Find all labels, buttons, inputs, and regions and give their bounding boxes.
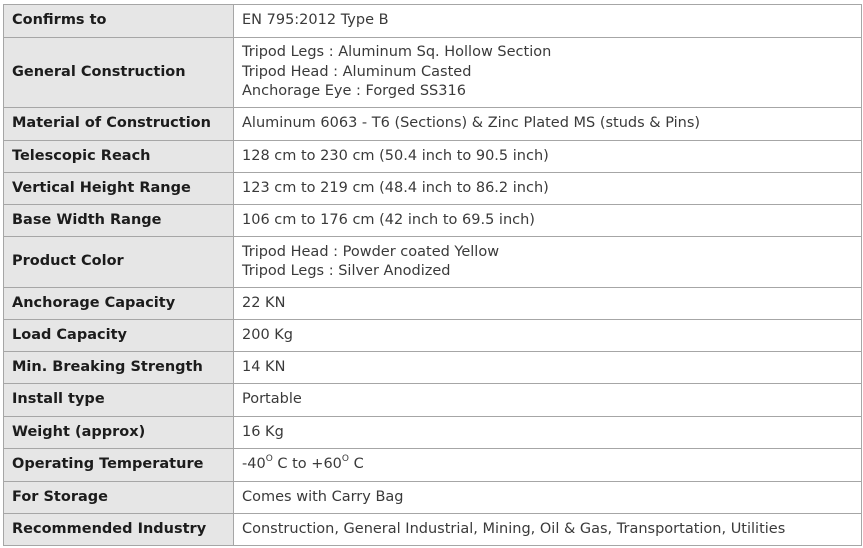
spec-row-base-width-range (4, 205, 862, 237)
spec-value (234, 449, 862, 482)
spec-value-line: 22 KN (242, 294, 286, 311)
spec-value-line: Comes with Carry Bag (242, 488, 404, 505)
spec-value (234, 38, 862, 108)
spec-value (234, 417, 862, 449)
spec-value-line: 16 Kg (242, 423, 284, 440)
spec-label: Recommended Industry (4, 514, 234, 546)
spec-row-weight (4, 417, 862, 449)
spec-value (234, 173, 862, 205)
spec-label: Anchorage Capacity (4, 288, 234, 320)
spec-value-line: 123 cm to 219 cm (48.4 inch to 86.2 inch) (242, 179, 549, 196)
spec-row-install-type (4, 384, 862, 417)
spec-value (234, 141, 862, 173)
spec-value-line: Anchorage Eye : Forged SS316 (242, 83, 466, 100)
spec-value-line: Tripod Legs : Silver Anodized (242, 263, 451, 279)
spec-label: For Storage (4, 482, 234, 514)
spec-label: Confirms to (4, 5, 234, 38)
spec-value (234, 288, 862, 320)
spec-value-line: Construction, General Industrial, Mining, Oil & Gas, Transportation, Utilities (242, 520, 786, 537)
spec-value-line: 106 cm to 176 cm (42 inch to 69.5 inch) (242, 211, 535, 228)
spec-row-anchorage-capacity (4, 288, 862, 320)
spec-row-vertical-height-range (4, 173, 862, 205)
spec-value-line: Tripod Head : Aluminum Casted (242, 63, 472, 80)
spec-value-line: EN 795:2012 Type B (242, 12, 389, 29)
spec-value (234, 352, 862, 384)
temp-unit: C (277, 456, 288, 473)
spec-row-load-capacity (4, 320, 862, 352)
temp-connector: to (292, 456, 307, 473)
spec-value-line: 14 KN (242, 358, 286, 375)
spec-row-general-construction (4, 38, 862, 108)
spec-label: Weight (approx) (4, 417, 234, 449)
spec-row-product-color (4, 237, 862, 288)
temp-low: -40 (242, 456, 266, 473)
spec-value (234, 384, 862, 417)
spec-value-line: 128 cm to 230 cm (50.4 inch to 90.5 inch) (242, 147, 549, 164)
spec-value (234, 205, 862, 237)
spec-value-line: Tripod Legs : Aluminum Sq. Hollow Section (242, 44, 552, 61)
spec-row-material-of-construction (4, 108, 862, 141)
spec-value-line: Tripod Head : Powder coated Yellow (242, 243, 500, 260)
spec-label: Vertical Height Range (4, 173, 234, 205)
spec-label: General Construction (4, 38, 234, 108)
spec-value (234, 5, 862, 38)
spec-row-confirms-to (4, 5, 862, 38)
spec-value (234, 482, 862, 514)
degree-symbol: O (265, 454, 273, 465)
spec-label: Product Color (4, 237, 234, 288)
spec-value-line: Aluminum 6063 - T6 (Sections) & Zinc Plated MS (studs & Pins) (242, 115, 701, 132)
spec-row-min-breaking-strength (4, 352, 862, 384)
spec-value-line: Portable (242, 391, 302, 408)
spec-row-for-storage (4, 482, 862, 514)
spec-value (234, 320, 862, 352)
spec-label: Min. Breaking Strength (4, 352, 234, 384)
degree-symbol: O (341, 454, 349, 465)
spec-row-telescopic-reach (4, 141, 862, 173)
spec-label: Base Width Range (4, 205, 234, 237)
spec-value-line (242, 455, 853, 475)
specifications-table (3, 4, 862, 546)
spec-value-line: 200 Kg (242, 326, 293, 343)
temp-unit: C (353, 456, 364, 473)
spec-label: Load Capacity (4, 320, 234, 352)
spec-label: Telescopic Reach (4, 141, 234, 173)
spec-value (234, 237, 862, 288)
spec-label: Operating Temperature (4, 449, 234, 482)
spec-row-recommended-industry (4, 514, 862, 546)
spec-label: Install type (4, 384, 234, 417)
spec-value (234, 514, 862, 546)
spec-label: Material of Construction (4, 108, 234, 141)
temp-high: +60 (311, 456, 342, 473)
spec-value (234, 108, 862, 141)
spec-row-operating-temperature (4, 449, 862, 482)
